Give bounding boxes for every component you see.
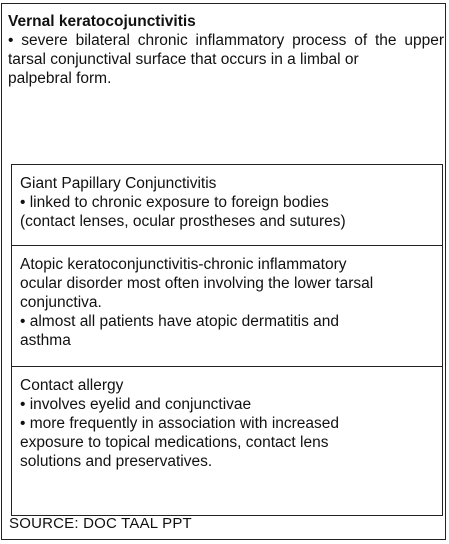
conditions-table <box>11 164 443 516</box>
source-citation: SOURCE: DOC TAAL PPT <box>9 515 192 532</box>
row-text: Atopic keratoconjunctivitis-chronic inflammatory <box>20 256 347 273</box>
row-text: ocular disorder most often involving the lower tarsal <box>20 275 374 292</box>
row-text: Giant Papillary Conjunctivitis <box>20 175 217 192</box>
intro-continuation: palpebral form. <box>8 70 112 87</box>
row-text: Contact allergy <box>20 377 124 394</box>
table-row-atopic <box>12 246 442 367</box>
row-text: • almost all patients have atopic dermatitis and <box>20 313 340 330</box>
row-text: conjunctiva. <box>20 294 102 311</box>
intro-bullet: • severe bilateral chronic inflammatory process of the upper tarsal conjunctival surface that occurs in a limbal or <box>8 32 444 68</box>
row-text: solutions and preservatives. <box>20 453 213 470</box>
row-text: exposure to topical medications, contact lens <box>20 434 329 451</box>
row-text: asthma <box>20 332 71 349</box>
row-text: • linked to chronic exposure to foreign bodies <box>20 194 329 211</box>
row-text: • more frequently in association with increased <box>20 415 340 432</box>
table-row-giant-papillary <box>12 165 442 246</box>
row-text: (contact lenses, ocular prostheses and sutures) <box>20 213 346 230</box>
table-row-contact-allergy <box>12 367 442 517</box>
section-title: Vernal keratocojunctivitis <box>8 13 196 30</box>
row-text: • involves eyelid and conjunctivae <box>20 396 252 413</box>
intro-section <box>8 12 444 88</box>
